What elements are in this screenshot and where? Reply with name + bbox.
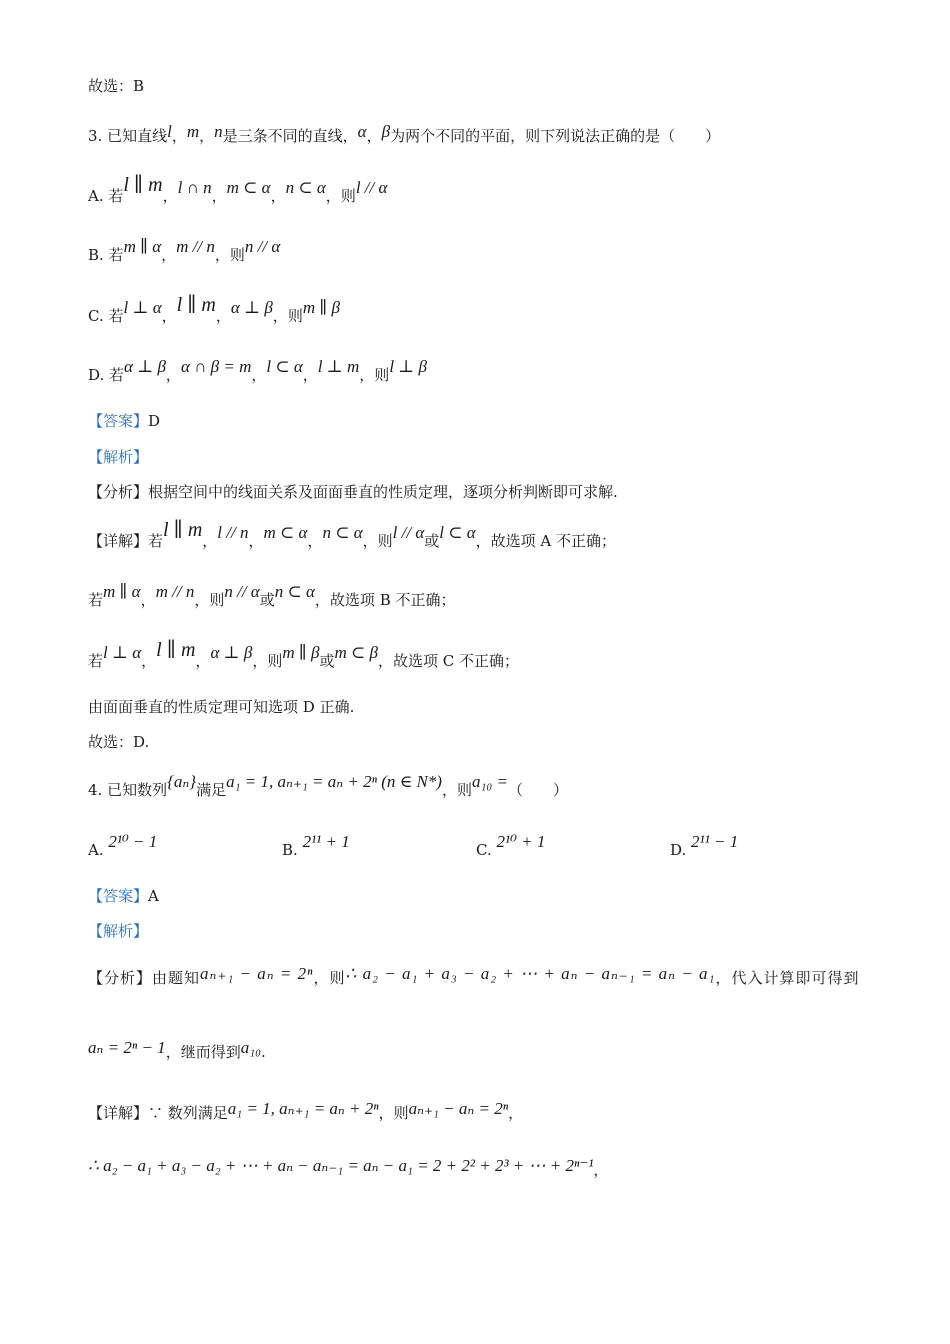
q3-var-n: n bbox=[214, 122, 223, 141]
q4-answer-tag: 【答案】 bbox=[88, 887, 149, 905]
q3-detail-1-then: 则 bbox=[377, 532, 393, 550]
q4-option-b-value: 2¹¹ + 1 bbox=[302, 832, 350, 851]
q3-detail-3-c2: l ∥ m bbox=[156, 639, 196, 661]
q3-detail-2-r1: n // α bbox=[224, 582, 260, 601]
q3-option-d-result: l ⊥ β bbox=[389, 357, 427, 376]
q3-detail-3-then: 则 bbox=[267, 652, 283, 670]
q3-var-alpha: α bbox=[357, 122, 367, 141]
q3-option-d-cond4: l ⊥ m bbox=[317, 357, 360, 376]
q4-condition: a₁ = 1, aₙ₊₁ = aₙ + 2ⁿ (n ∈ N*) bbox=[226, 772, 442, 791]
q3-detail-2-or: 或 bbox=[259, 591, 275, 609]
q3-answer-tag: 【答案】 bbox=[88, 412, 149, 430]
q4-fenxi-text4: ，继而得到 bbox=[165, 1043, 241, 1061]
q3-fenxi-tag: 【分析】 bbox=[88, 483, 149, 501]
q3-detail-2-c2: m // n bbox=[155, 582, 195, 601]
q4-detail-eq2: aₙ₊₁ − aₙ = 2ⁿ bbox=[408, 1099, 509, 1118]
q3-detail-1-c1: l ∥ m bbox=[163, 519, 203, 541]
q3-detail-2-end: ，故选项 B 不正确； bbox=[314, 591, 456, 609]
q4-analysis-label: 【解析】 bbox=[88, 922, 149, 940]
q3-option-c-cond3: α ⊥ β bbox=[230, 298, 273, 317]
q3-detail-3-r1: m ∥ β bbox=[282, 643, 320, 662]
q4-detail-tag: 【详解】 bbox=[88, 1104, 149, 1122]
q3-option-d: D. 若α ⊥ β，α ∩ β = m，l ⊂ α，l ⊥ m，则l ⊥ β bbox=[88, 357, 427, 384]
q4-option-d-value: 2¹¹ − 1 bbox=[691, 832, 739, 851]
q3-detail-1: 【详解】若l ∥ m，l // n，m ⊂ α，n ⊂ α，则l // α或l ⊂ α，故选项 A 不正确； bbox=[88, 519, 617, 550]
q3-detail-2-then: 则 bbox=[209, 591, 225, 609]
q3-detail-2-if: 若 bbox=[88, 591, 104, 609]
q4-fenxi-text5: . bbox=[261, 1043, 266, 1061]
q3-option-c-result: m ∥ β bbox=[302, 298, 340, 317]
q3-option-c-then: 则 bbox=[287, 307, 303, 325]
q3-option-c-cond1: l ⊥ α bbox=[123, 298, 162, 317]
q3-conclusion: 故选：D. bbox=[88, 733, 150, 751]
q4-option-d-label: D. bbox=[670, 841, 687, 859]
q4-fenxi-eq4: a₁₀ bbox=[240, 1038, 262, 1057]
q4-option-a-value: 2¹⁰ − 1 bbox=[108, 832, 158, 851]
q4-fenxi-eq2: ∴ a₂ − a₁ + a₃ − a₂ + ⋯ + aₙ − aₙ₋₁ = aₙ − a₁ bbox=[345, 964, 716, 983]
q3-option-a: A. 若l ∥ m，l ∩ n，m ⊂ α，n ⊂ α，则l // α bbox=[88, 174, 388, 205]
q3-analysis-tag bbox=[88, 447, 148, 467]
q3-option-b-result: n // α bbox=[244, 237, 281, 256]
q3-option-b-cond1: m ∥ α bbox=[123, 237, 162, 256]
q3-option-b-then: 则 bbox=[229, 246, 245, 264]
q3-detail-1-r1: l // α bbox=[392, 523, 425, 542]
q3-detail-2-r2: n ⊂ α bbox=[274, 582, 315, 601]
q4-fenxi-text2: ，则 bbox=[313, 969, 346, 987]
q3-option-d-cond2: α ∩ β = m bbox=[180, 357, 252, 376]
q3-option-a-cond2: l ∩ n bbox=[177, 178, 212, 197]
q4-detail-text2: ，则 bbox=[378, 1104, 409, 1122]
q3-option-a-cond3: m ⊂ α bbox=[226, 178, 271, 197]
q3-var-m: m bbox=[186, 122, 200, 141]
q4-option-b bbox=[282, 832, 350, 860]
q4-detail-eq3: ∴ a₂ − a₁ + a₃ − a₂ + ⋯ + aₙ − aₙ₋₁ = aₙ − a₁ = 2 + 2² + 2³ + ⋯ + 2ⁿ⁻¹ bbox=[88, 1156, 594, 1175]
q3-stem-text: 3. 已知直线 bbox=[88, 127, 168, 145]
q3-option-b: B. 若m ∥ α，m // n，则n // α bbox=[88, 237, 281, 264]
q4-option-a bbox=[88, 832, 158, 860]
q3-detail-2-c1: m ∥ α bbox=[103, 582, 141, 601]
q4-option-b-label: B. bbox=[282, 841, 298, 859]
q3-detail-1-or: 或 bbox=[424, 532, 440, 550]
q3-detail-3: 若l ⊥ α，l ∥ m，α ⊥ β，则m ∥ β或m ⊂ β，故选项 C 不正确； bbox=[88, 639, 519, 670]
q2-conclusion: 故选：B bbox=[88, 77, 145, 95]
q4-detail-text1: ∵ 数列满足 bbox=[148, 1104, 228, 1122]
q3-stem: 3. 已知直线l，m，n是三条不同的直线，α，β为两个不同的平面，则下列说法正确的是（ ） bbox=[88, 122, 721, 145]
q4-fenxi-text3: ，代入计算即可得到 bbox=[715, 969, 860, 987]
q3-detail-3-end: ，故选项 C 不正确； bbox=[377, 652, 519, 670]
q3-detail-1-r2: l ⊂ α bbox=[439, 523, 476, 542]
q3-option-d-cond3: l ⊂ α bbox=[266, 357, 303, 376]
q3-option-a-cond4: n ⊂ α bbox=[285, 178, 326, 197]
q4-answer bbox=[88, 886, 159, 906]
q4-fenxi-text1: 由题知 bbox=[152, 969, 201, 987]
q3-option-d-cond1: α ⊥ β bbox=[124, 357, 166, 376]
q3-option-c: C. 若l ⊥ α，l ∥ m，α ⊥ β，则m ∥ β bbox=[88, 294, 340, 325]
q3-option-c-cond2: l ∥ m bbox=[176, 294, 216, 316]
q4-detail-text3: ， bbox=[508, 1104, 524, 1122]
q4-detail-line1 bbox=[88, 1099, 524, 1123]
q4-then: ，则 bbox=[441, 781, 472, 799]
q3-detail-2: 若m ∥ α，m // n，则n // α或n ⊂ α，故选项 B 不正确； bbox=[88, 582, 456, 609]
q3-option-b-cond2: m // n bbox=[176, 237, 215, 256]
q3-option-d-then: 则 bbox=[374, 366, 390, 384]
q4-detail-line2 bbox=[88, 1156, 609, 1180]
q3-stem-end: 为两个不同的平面，则下列说法正确的是（ ） bbox=[390, 127, 721, 145]
q4-fenxi-eq3: aₙ = 2ⁿ − 1 bbox=[88, 1038, 166, 1057]
q3-detail-3-or: 或 bbox=[319, 652, 335, 670]
q3-detail-1-end: ，故选项 A 不正确； bbox=[475, 532, 617, 550]
q4-option-c bbox=[476, 832, 546, 860]
q3-detail-1-if: 若 bbox=[148, 532, 164, 550]
q4-option-c-label: C. bbox=[476, 841, 492, 859]
q3-option-b-label: B. 若 bbox=[88, 246, 124, 264]
q4-fenxi-eq1: aₙ₊₁ − aₙ = 2ⁿ bbox=[200, 964, 314, 983]
q4-fenxi-line2 bbox=[88, 1038, 266, 1062]
q3-option-a-label: A. 若 bbox=[88, 187, 124, 205]
q3-detail-4: 由面面垂直的性质定理可知选项 D 正确. bbox=[88, 698, 355, 716]
q3-option-a-result: l // α bbox=[355, 178, 388, 197]
q3-answer-value: D bbox=[148, 412, 161, 430]
q3-detail-3-if: 若 bbox=[88, 652, 104, 670]
q4-option-d bbox=[670, 832, 739, 860]
q3-option-a-cond1: l ∥ m bbox=[123, 174, 163, 196]
q4-option-c-value: 2¹⁰ + 1 bbox=[496, 832, 546, 851]
q3-option-d-label: D. 若 bbox=[88, 366, 125, 384]
q4-target: a₁₀ = bbox=[471, 772, 509, 791]
q3-option-c-label: C. 若 bbox=[88, 307, 124, 325]
q3-stem-mid: 是三条不同的直线， bbox=[222, 127, 358, 145]
q4-option-a-label: A. bbox=[88, 841, 104, 859]
q4-stem bbox=[88, 772, 569, 800]
q3-answer bbox=[88, 411, 160, 431]
q3-detail-tag: 【详解】 bbox=[88, 532, 149, 550]
q3-detail-1-c3: m ⊂ α bbox=[263, 523, 308, 542]
q3-fenxi-text: 根据空间中的线面关系及面面垂直的性质定理，逐项分析判断即可求解. bbox=[148, 483, 618, 501]
q3-option-a-then: 则 bbox=[340, 187, 356, 205]
q4-analysis-tag bbox=[88, 921, 148, 941]
q3-detail-3-c3: α ⊥ β bbox=[210, 643, 253, 662]
q3-var-l: l bbox=[167, 122, 172, 141]
q4-fenxi-tag: 【分析】 bbox=[88, 969, 153, 987]
q3-detail-1-c4: n ⊂ α bbox=[322, 523, 363, 542]
q4-stem-text: 4. 已知数列 bbox=[88, 781, 168, 799]
q4-satisfy: 满足 bbox=[196, 781, 227, 799]
q3-detail-1-c2: l // n bbox=[217, 523, 249, 542]
q4-answer-value: A bbox=[148, 887, 159, 905]
q4-detail-text4: ， bbox=[593, 1161, 609, 1179]
q3-analysis-label: 【解析】 bbox=[88, 448, 149, 466]
q3-detail-3-r2: m ⊂ β bbox=[334, 643, 378, 662]
q4-detail-eq1: a₁ = 1, aₙ₊₁ = aₙ + 2ⁿ bbox=[227, 1099, 379, 1118]
q3-detail-3-c1: l ⊥ α bbox=[103, 643, 142, 662]
q4-fenxi-line1 bbox=[88, 964, 860, 988]
q4-sequence: {aₙ} bbox=[167, 772, 197, 791]
q3-var-beta: β bbox=[381, 122, 391, 141]
q4-paren: （ ） bbox=[508, 781, 569, 799]
q3-fenxi bbox=[88, 482, 618, 502]
